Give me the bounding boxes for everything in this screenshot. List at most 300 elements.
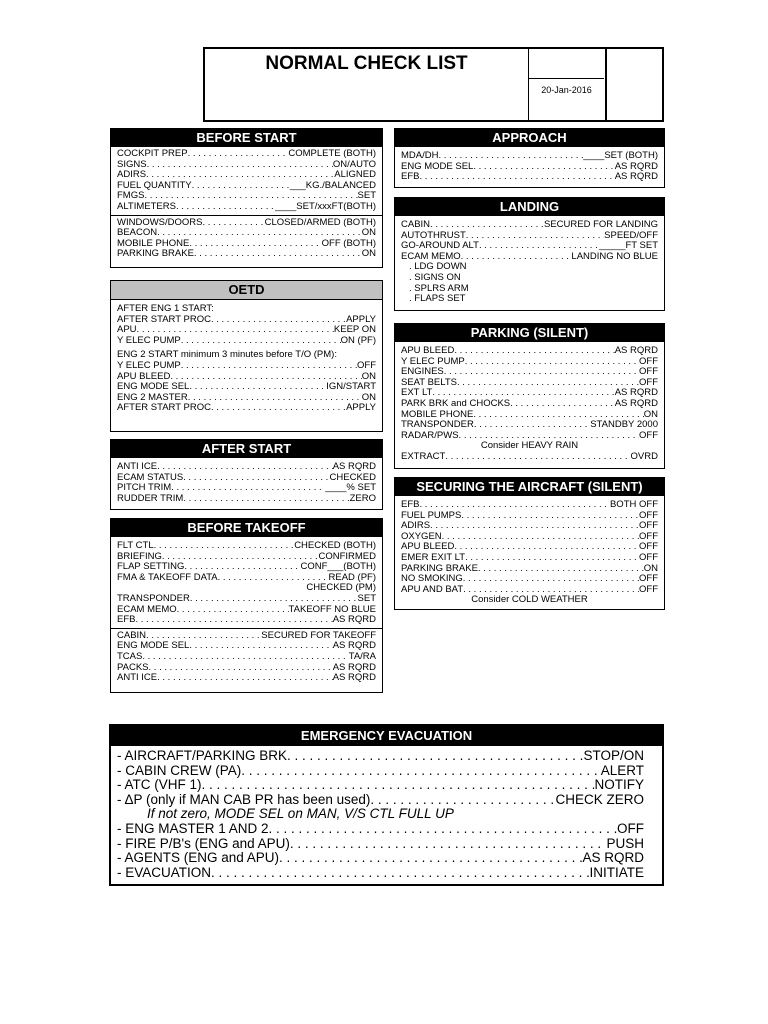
dot-leader [211, 403, 346, 414]
checklist-label: FMA & TAKEOFF DATA [117, 572, 218, 583]
checklist-value: ____SET (BOTH) [583, 151, 658, 161]
dot-leader [181, 361, 357, 372]
checklist-value: CONF___(BOTH) [300, 562, 376, 573]
checklist-row [117, 403, 376, 414]
checklist-label: ENGINES [401, 367, 444, 378]
section-securing-aircraft [394, 477, 665, 610]
section-after-start [110, 439, 383, 510]
dot-leader [157, 228, 362, 239]
checklist-label: FUEL PUMPS [401, 510, 462, 521]
oetd-heading: AFTER ENG 1 START: [117, 303, 214, 314]
dot-leader [177, 605, 289, 616]
checklist-value: AS RQRD [614, 398, 658, 409]
checklist-row [401, 532, 658, 543]
section-title: BEFORE TAKEOFF [111, 519, 382, 537]
checklist-label: MOBILE PHONE [401, 409, 474, 420]
checklist-value: INITIATE [589, 865, 644, 880]
dot-leader [154, 541, 295, 552]
dot-leader [287, 749, 583, 764]
section-title: BEFORE START [111, 129, 382, 147]
checklist-row [401, 151, 658, 162]
checklist-value: IGN/START [326, 382, 376, 393]
checklist-subitem: . FLAPS SET [409, 293, 466, 305]
checklist-row [401, 231, 658, 242]
checklist-label: SEAT BELTS [401, 377, 457, 388]
checklist-value: NOTIFY [594, 778, 644, 793]
checklist-row [401, 542, 658, 553]
checklist-value: SET [357, 191, 376, 202]
checklist-label: PARKING BRAKE [401, 563, 478, 574]
checklist-label: - CABIN CREW (PA) [117, 763, 242, 778]
checklist-row [117, 837, 644, 852]
dot-leader [162, 552, 319, 563]
checklist-label: CABIN [401, 220, 431, 230]
checklist-row [117, 218, 376, 229]
checklist-row [117, 851, 644, 866]
checklist-value: ___KG./BALANCED [289, 180, 376, 191]
dot-leader [211, 315, 346, 326]
checklist-value: APPLY [346, 403, 376, 414]
checklist-value: OFF [639, 552, 658, 563]
checklist-label: EMER EXIT LT [401, 552, 466, 563]
dot-leader [463, 574, 639, 585]
checklist-row [401, 367, 658, 378]
checklist-value: AS RQRD [332, 462, 376, 472]
checklist-row [117, 181, 376, 192]
checklist-label: FLAP SETTING [117, 562, 185, 573]
checklist-row [117, 866, 644, 881]
checklist-value: OFF [357, 360, 376, 371]
checklist-value: STANDBY 2000 [590, 420, 658, 431]
checklist-label: - ATC (VHF 1) [117, 778, 202, 793]
checklist-label: - ΔP (only if MAN CAB PR has been used) [117, 792, 371, 807]
checklist-label: EXT LT [401, 388, 433, 399]
checklist-label: APU BLEED [401, 542, 455, 553]
checklist-label: Y ELEC PUMP [117, 335, 181, 346]
dot-leader [454, 346, 614, 357]
checklist-label: GO-AROUND ALT [401, 241, 479, 252]
dot-leader [176, 202, 275, 213]
checklist-label: TCAS [117, 651, 143, 662]
checklist-header [203, 47, 664, 122]
checklist-subitem: . LDG DOWN [409, 261, 467, 273]
checklist-subitem: . SPLRS ARM [409, 282, 469, 294]
checklist-label: ADIRS [117, 170, 147, 181]
checklist-value: ON [361, 371, 376, 382]
checklist-value: AS RQRD [332, 641, 376, 652]
checklist-value: SET [357, 593, 376, 604]
checklist-row [117, 160, 376, 171]
dot-leader [135, 615, 332, 626]
checklist-label: ALTIMETERS [117, 201, 176, 212]
checklist-row [117, 673, 376, 684]
checklist-label: Y ELEC PUMP [117, 360, 181, 371]
checklist-label: AUTOTHRUST [401, 230, 466, 241]
checklist-row [401, 500, 658, 511]
checklist-row [117, 239, 376, 250]
checklist-row [117, 336, 376, 347]
dot-leader [370, 793, 555, 808]
dot-leader [157, 462, 333, 473]
checklist-label: CABIN [117, 630, 147, 641]
checklist-label: PARK BRK and CHOCKS [401, 398, 511, 409]
checklist-value: AS RQRD [614, 172, 658, 183]
checklist-row [117, 228, 376, 239]
checklist-row [401, 399, 658, 410]
checklist-label: BRIEFING [117, 551, 162, 562]
checklist-value: ALERT [600, 763, 644, 778]
dot-leader [478, 564, 644, 575]
dot-leader [465, 357, 639, 368]
section-approach [394, 128, 665, 188]
checklist-label: ADIRS [401, 521, 431, 532]
checklist-value: ALIGNED [334, 170, 376, 181]
dot-leader [202, 778, 595, 793]
checklist-row [401, 378, 658, 389]
checklist-label: FMGS [117, 191, 145, 202]
checklist-value: STOP/ON [583, 749, 644, 763]
checklist-value: CLOSED/ARMED (BOTH) [264, 217, 376, 228]
checklist-row [117, 361, 376, 372]
item-group [111, 215, 382, 262]
dot-leader [438, 151, 583, 162]
checklist-label: - EVACUATION [117, 865, 212, 880]
checklist-label: NO SMOKING [401, 574, 463, 585]
checklist-value: AS RQRD [614, 161, 658, 172]
checklist-value: ON/AUTO [332, 159, 376, 170]
checklist-value: ON [361, 392, 376, 403]
checklist-value: OFF [639, 367, 658, 378]
checklist-label: ENG 2 MASTER [117, 392, 188, 403]
checklist-value: OFF (BOTH) [321, 238, 376, 249]
checklist-row [117, 202, 376, 213]
dot-leader [474, 420, 590, 431]
dot-leader [171, 483, 325, 494]
dot-leader [457, 378, 639, 389]
dot-leader [279, 851, 582, 866]
checklist-row [401, 388, 658, 399]
dot-leader [211, 866, 589, 881]
dot-leader [194, 249, 362, 260]
section-title: OETD [111, 281, 382, 300]
checklist-row [401, 241, 658, 252]
checklist-value: SECURED FOR TAKEOFF [261, 630, 376, 641]
dot-leader [170, 372, 361, 383]
item-group [395, 216, 664, 307]
checklist-row [401, 511, 658, 522]
checklist-label: EFB [117, 615, 136, 626]
checklist-row [117, 541, 376, 552]
checklist-value: OFF [639, 531, 658, 542]
dot-leader [137, 325, 334, 336]
checklist-label: FLT CTL [117, 541, 154, 551]
dot-leader [147, 160, 333, 171]
checklist-row [401, 452, 658, 463]
checklist-row [401, 220, 658, 231]
checklist-row [117, 793, 644, 808]
checklist-row [117, 191, 376, 202]
checklist-label: Y ELEC PUMP [401, 356, 465, 367]
checklist-label: RUDDER TRIM [117, 493, 184, 504]
checklist-row [117, 822, 644, 837]
checklist-row [117, 615, 376, 626]
emergency-note: If not zero, MODE SEL on MAN, V/S CTL FULL UP [147, 806, 454, 822]
checklist-row [117, 483, 376, 494]
checklist-label: APU BLEED [401, 346, 455, 356]
checklist-label: EFB [401, 500, 420, 510]
checklist-value: ____SET/xxxFT(BOTH) [275, 201, 376, 212]
checklist-label: MOBILE PHONE [117, 238, 190, 249]
dot-leader [444, 367, 639, 378]
date-cell-top [529, 49, 604, 79]
checklist-row [401, 553, 658, 564]
checklist-note: Consider COLD WEATHER [471, 594, 588, 606]
dot-leader [419, 500, 609, 511]
checklist-value: OFF [639, 584, 658, 595]
dot-leader [465, 553, 639, 564]
dot-leader [157, 673, 333, 684]
checklist-value: AS RQRD [614, 388, 658, 399]
header-divider-right [605, 49, 607, 120]
checklist-label: ECAM MEMO [117, 604, 177, 615]
checklist-value: CHECKED [329, 472, 376, 483]
checklist-value: ____% SET [325, 483, 376, 494]
checklist-label: APU [117, 325, 137, 336]
dot-leader [473, 162, 614, 173]
dot-leader [189, 239, 321, 250]
checklist-row [117, 663, 376, 674]
dot-leader [479, 241, 599, 252]
checklist-label: SIGNS [117, 159, 147, 170]
checklist-row [401, 420, 658, 431]
checklist-value: SPEED/OFF [604, 230, 658, 241]
dot-leader [419, 172, 614, 183]
checklist-value: ON (PF) [340, 335, 376, 346]
item-group [395, 147, 664, 185]
checklist-label: APU BLEED [117, 371, 171, 382]
checklist-row [117, 149, 376, 160]
section-title: APPROACH [395, 129, 664, 147]
checklist-row [117, 778, 644, 793]
checklist-label: PITCH TRIM [117, 483, 172, 494]
checklist-label: PARKING BRAKE [117, 249, 194, 260]
dot-leader [181, 336, 341, 347]
checklist-value: AS RQRD [332, 673, 376, 684]
section-title: AFTER START [111, 440, 382, 458]
checklist-row [401, 564, 658, 575]
item-group [395, 496, 664, 608]
checklist-label: - AIRCRAFT/PARKING BRK [117, 749, 288, 763]
section-before-takeoff [110, 518, 383, 693]
section-emergency-evacuation [109, 724, 664, 886]
revision-date: 20-Jan-2016 [541, 85, 592, 95]
checklist-value: SECURED FOR LANDING [543, 220, 658, 230]
dot-leader [146, 631, 261, 642]
checklist-row [117, 631, 376, 642]
checklist-value: CHECKED (PM) [306, 582, 376, 594]
checklist-row [117, 562, 376, 573]
checklist-label: PACKS [117, 662, 149, 673]
checklist-label: COCKPIT PREP [117, 149, 188, 159]
page-title: NORMAL CHECK LIST [265, 53, 468, 74]
checklist-value: OFF [639, 521, 658, 532]
checklist-label: - ENG MASTER 1 AND 2 [117, 821, 269, 836]
checklist-row [401, 521, 658, 532]
section-landing [394, 197, 665, 311]
checklist-value: OFF [639, 356, 658, 367]
checklist-value: ON [643, 409, 658, 420]
checklist-label: ENG MODE SEL [117, 641, 190, 652]
dot-leader [183, 473, 329, 484]
checklist-value: ON [361, 249, 376, 260]
checklist-value: CONFIRMED [318, 551, 376, 562]
checklist-row [117, 325, 376, 336]
checklist-value: BOTH OFF [609, 500, 658, 510]
checklist-row [117, 393, 376, 404]
checklist-value: OFF [639, 377, 658, 388]
dot-leader [442, 532, 639, 543]
checklist-row [117, 594, 376, 605]
dot-leader [241, 764, 600, 779]
checklist-label: RADAR/PWS [401, 430, 459, 441]
checklist-value: TA/RA [348, 651, 376, 662]
dot-leader [432, 388, 614, 399]
checklist-label: ANTI ICE [117, 462, 158, 472]
dot-leader [190, 594, 358, 605]
checklist-value: OFF [639, 574, 658, 585]
checklist-value: AS RQRD [332, 662, 376, 673]
checklist-value: LANDING NO BLUE [571, 251, 658, 262]
dot-leader [183, 494, 349, 505]
dot-leader [461, 252, 572, 263]
checklist-value: OFF [639, 542, 658, 553]
dot-leader [188, 149, 289, 160]
dot-leader [189, 382, 326, 393]
checklist-row [117, 249, 376, 260]
checklist-value: TAKEOFF NO BLUE [288, 604, 376, 615]
checklist-value: AS RQRD [614, 346, 658, 356]
item-group [111, 458, 382, 506]
checklist-value: OFF [639, 510, 658, 521]
checklist-subitem: . SIGNS ON [409, 271, 461, 283]
checklist-value: READ (PF) [328, 572, 376, 583]
dot-leader [188, 393, 362, 404]
checklist-note: Consider HEAVY RAIN [480, 440, 579, 452]
checklist-row [117, 473, 376, 484]
checklist-row [117, 494, 376, 505]
checklist-label: AFTER START PROC [117, 314, 211, 325]
checklist-label: FUEL QUANTITY [117, 180, 192, 191]
checklist-value: OFF [639, 430, 658, 441]
dot-leader [290, 837, 607, 852]
checklist-value: ZERO [349, 493, 376, 504]
checklist-label: APU AND BAT [401, 584, 464, 595]
checklist-row [117, 749, 644, 764]
checklist-row [117, 764, 644, 779]
section-title: SECURING THE AIRCRAFT (SILENT) [395, 478, 664, 496]
dot-leader [510, 399, 615, 410]
item-group [395, 342, 664, 465]
checklist-value: AS RQRD [582, 851, 644, 866]
section-title: EMERGENCY EVACUATION [111, 726, 662, 746]
dot-leader [466, 231, 604, 242]
dot-leader [445, 452, 630, 463]
item-group [111, 147, 382, 215]
checklist-row [117, 315, 376, 326]
checklist-value: CHECK ZERO [555, 792, 644, 807]
dot-leader [473, 410, 643, 421]
checklist-label: EFB [401, 172, 420, 183]
item-group [111, 300, 382, 416]
checklist-label: - FIRE P/B's (ENG and APU) [117, 836, 290, 851]
checklist-value: _____FT SET [599, 241, 658, 252]
checklist-value: OFF [617, 821, 644, 836]
checklist-label: TRANSPONDER [401, 420, 474, 431]
checklist-value: KEEP ON [333, 325, 376, 336]
checklist-row [401, 574, 658, 585]
checklist-value: AS RQRD [332, 615, 376, 626]
checklist-label: TRANSPONDER [117, 593, 190, 604]
section-title: LANDING [395, 198, 664, 216]
checklist-label: BEACON [117, 228, 158, 239]
checklist-value: COMPLETE (BOTH) [288, 149, 376, 159]
checklist-row [401, 410, 658, 421]
checklist-row [117, 605, 376, 616]
checklist-row [117, 552, 376, 563]
item-group [111, 537, 382, 628]
checklist-row [117, 170, 376, 181]
checklist-row [117, 372, 376, 383]
checklist-label: ECAM MEMO [401, 251, 461, 262]
checklist-row [117, 462, 376, 473]
checklist-label: ECAM STATUS [117, 472, 184, 483]
checklist-value: OVRD [630, 451, 658, 462]
checklist-row [401, 162, 658, 173]
dot-leader [203, 218, 265, 229]
checklist-row [401, 172, 658, 183]
dot-leader [149, 663, 333, 674]
section-oetd [110, 280, 383, 432]
checklist-label: OXYGEN [401, 531, 442, 542]
section-parking [394, 323, 665, 469]
dot-leader [192, 181, 290, 192]
checklist-value: ON [361, 228, 376, 239]
date-cell [529, 49, 604, 120]
checklist-label: AFTER START PROC [117, 403, 211, 414]
section-title: PARKING (SILENT) [395, 324, 664, 342]
checklist-row [401, 346, 658, 357]
checklist-value: PUSH [606, 836, 644, 851]
checklist-label: EXTRACT [401, 451, 446, 462]
checklist-row [117, 652, 376, 663]
checklist-label: WINDOWS/DOORS [117, 217, 203, 228]
section-before-start [110, 128, 383, 268]
checklist-row [401, 357, 658, 368]
dot-leader [144, 191, 357, 202]
checklist-value: APPLY [346, 314, 376, 325]
checklist-label: ENG MODE SEL [117, 382, 190, 393]
checklist-value: CHECKED (BOTH) [294, 541, 376, 551]
checklist-label: - AGENTS (ENG and APU) [117, 851, 280, 866]
dot-leader [430, 220, 544, 231]
checklist-row [117, 382, 376, 393]
checklist-label: ANTI ICE [117, 673, 158, 684]
dot-leader [269, 822, 617, 837]
dot-leader [142, 652, 348, 663]
checklist-value: ON [643, 563, 658, 574]
oetd-heading: ENG 2 START minimum 3 minutes before T/O (PM): [117, 349, 337, 361]
dot-leader [430, 521, 639, 532]
